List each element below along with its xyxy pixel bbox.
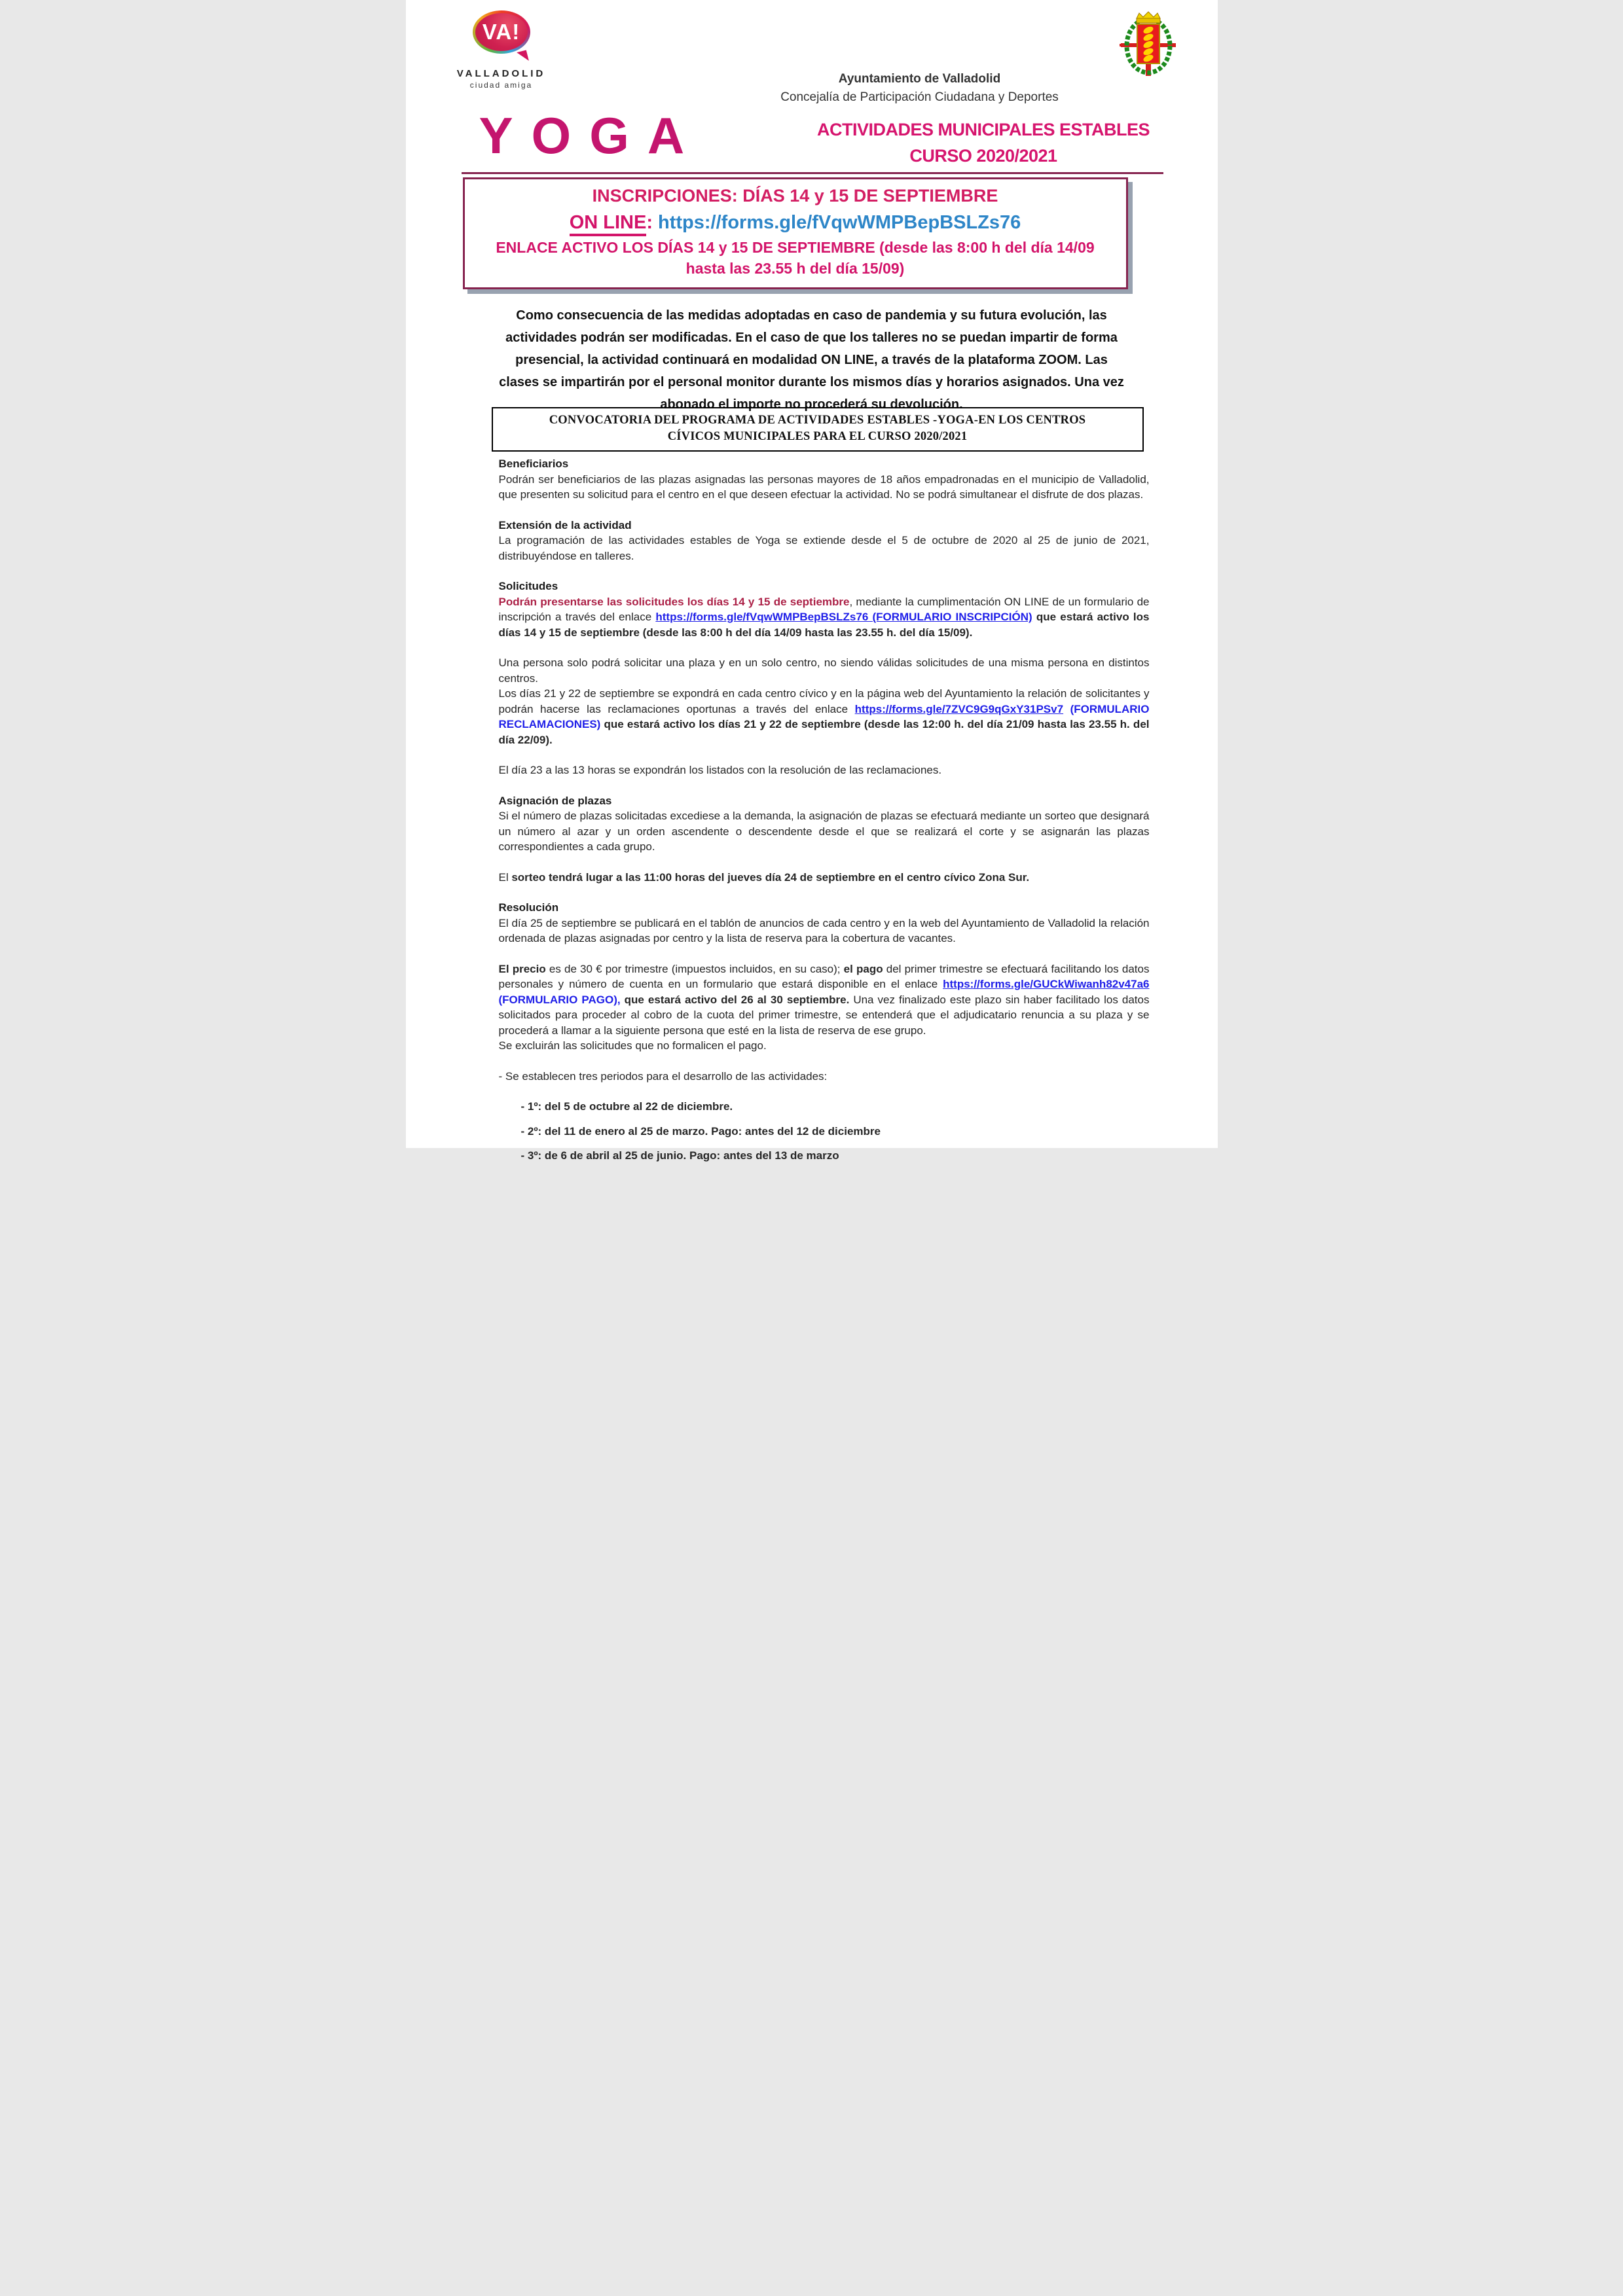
- logo-tagline: ciudad amiga: [469, 81, 533, 90]
- period-item-3: - 3º: de 6 de abril al 25 de junio. Pago: antes del 13 de marzo: [520, 1149, 839, 1162]
- valladolid-coat-of-arms-icon: [1120, 12, 1177, 77]
- extension-paragraph: La programación de las actividades estables de Yoga se extiende desde el 5 de octubre de 2020 al 25 de junio de 2021, distribuyéndose en talleres.: [498, 534, 1150, 562]
- inscription-box: [463, 177, 1128, 289]
- period-item-1: - 1º: del 5 de octubre al 22 de diciembre.: [520, 1100, 733, 1113]
- exclusion-paragraph: Se excluirán las solicitudes que no formalicen el pago.: [498, 1039, 767, 1052]
- org-name: Ayuntamiento de Valladolid: [838, 72, 1001, 86]
- va-speech-bubble-icon: [473, 10, 530, 54]
- section-heading-beneficiarios: Beneficiarios: [498, 457, 569, 470]
- sorteo-highlight: sorteo tendrá lugar a las 11:00 horas del jueves día 24 de septiembre en el centro cívico Zona Sur.: [511, 870, 1030, 884]
- inscription-online-line: ON LINE: https://forms.gle/fVqwWMPBepBSLZs76: [465, 212, 1126, 234]
- link-active-line2: hasta las 23.55 h del día 15/09): [685, 260, 905, 277]
- section-heading-solicitudes: Solicitudes: [498, 580, 558, 592]
- solicitudes-dates-highlight: Podrán presentarse las solicitudes los días 14 y 15 de septiembre: [498, 595, 850, 608]
- pago-form-link[interactable]: https://forms.gle/GUCkWiwanh82v47a6: [943, 978, 1150, 990]
- reclamaciones-form-link[interactable]: https://forms.gle/7ZVC9G9qGxY31PSv7: [854, 702, 1064, 715]
- document-page: [406, 0, 1218, 1162]
- logo-city-text: VALLADOLID: [456, 68, 546, 79]
- pago-label: el pago: [843, 962, 883, 975]
- header: [406, 0, 1218, 173]
- inscription-dates-line: INSCRIPCIONES: DÍAS 14 y 15 DE SEPTIEMBRE: [592, 186, 998, 206]
- document-body: [406, 456, 1218, 1173]
- program-line2: CURSO 2020/2021: [909, 146, 1057, 166]
- inscription-form-link[interactable]: https://forms.gle/fVqwWMPBepBSLZs76: [658, 212, 1021, 233]
- program-line1: ACTIVIDADES MUNICIPALES ESTABLES: [816, 120, 1150, 139]
- organization-block: [737, 72, 1103, 105]
- pandemic-notice: Como consecuencia de las medidas adoptadas en caso de pandemia y su futura evolución, las actividades podrán ser modificadas. En el caso de que los talleres no se puedan impartir de forma presencial, la actividad continuará en modalidad ON LINE, a través de la plataforma ZOOM. Las clases se impartirán por el personal monitor durante los mismos días y horarios asignados. Una vez abonado el importe no procederá su devolución.: [499, 308, 1124, 412]
- convocatoria-text: CONVOCATORIA DEL PROGRAMA DE ACTIVIDADES ESTABLES -YOGA-EN LOS CENTROS CÍVICOS MUNICIPALES PARA EL CURSO 2020/2021: [549, 414, 1086, 443]
- speech-bubble-tail-icon: [517, 50, 529, 63]
- reclamaciones-form-label: (FORMULARIO RECLAMACIONES): [498, 702, 1150, 730]
- periods-list: [521, 1099, 1150, 1164]
- sorteo-paragraph: El sorteo tendrá lugar a las 11:00 horas del jueves día 24 de septiembre en el centro cívico Zona Sur.: [498, 870, 1030, 884]
- link-active-line1: ENLACE ACTIVO LOS DÍAS 14 y 15 DE SEPTIEMBRE (desde las 8:00 h del día 14/09: [496, 239, 1095, 256]
- periods-intro: - Se establecen tres periodos para el desarrollo de las actividades:: [498, 1069, 828, 1083]
- solicitudes-paragraph-4: El día 23 a las 13 horas se expondrán los listados con la resolución de las reclamaciones.: [498, 764, 942, 776]
- page-title: YOGA: [479, 107, 703, 164]
- va-logo-text: VA!: [482, 20, 520, 44]
- solicitudes-paragraph-2: Una persona solo podrá solicitar una plaza y en un solo centro, no siendo válidas solicitudes de una misma persona en distintos centros.: [498, 656, 1150, 685]
- online-label: ON LINE: [570, 212, 647, 236]
- solicitudes-paragraph-3: Los días 21 y 22 de septiembre se expondrá en cada centro cívico y en la página web del Ayuntamiento la relación de solicitantes y podrán hacerse las reclamaciones oportunas a través del enlace https://forms.gle/7ZVC9G9qGxY31PSv7 (FORMULARIO RECLAMACIONES) que estará activo los días 21 y 22 de septiembre (desde las 12:00 h. del día 21/09 hasta las 23.55 h. del día 22/09).: [498, 687, 1150, 746]
- beneficiarios-paragraph: Podrán ser beneficiarios de las plazas asignadas las personas mayores de 18 años empadronadas en el municipio de Valladolid, que presenten su solicitud para el centro en el que deseen efectuar la actividad. No se podrá simultanear el disfrute de dos plazas.: [498, 473, 1150, 501]
- convocatoria-box: [492, 407, 1144, 452]
- inscription-form-body-link[interactable]: https://forms.gle/fVqwWMPBepBSLZs76 (FORMULARIO INSCRIPCIÓN): [655, 611, 1032, 623]
- program-heading: [795, 117, 1172, 169]
- valladolid-logo: [443, 10, 560, 90]
- org-department: Concejalía de Participación Ciudadana y Deportes: [780, 90, 1059, 104]
- precio-label: El precio: [498, 962, 546, 975]
- resolucion-paragraph-1: El día 25 de septiembre se publicará en el tablón de anuncios de cada centro y en la web del Ayuntamiento de Valladolid la relación ordenada de plazas asignadas por centro y la lista de reserva para la cobertura de vacantes.: [498, 916, 1150, 944]
- asignacion-paragraph: Si el número de plazas solicitadas excediese a la demanda, la asignación de plazas se efectuará mediante un sorteo que designará un número al azar y un orden ascendente o descendente desde el que se realizará el corte y se asignarán las plazas correspondientes a cada grupo.: [498, 810, 1150, 853]
- precio-paragraph: El precio es de 30 € por trimestre (impuestos incluidos, en su caso); el pago del primer trimestre se efectuará facilitando los datos personales y número de cuenta en un formulario que estará disponible en el enlace https://forms.gle/GUCkWiwanh82v47a6 (FORMULARIO PAGO), que estará activo del 26 al 30 septiembre. Una vez finalizado este plazo sin haber facilitado los datos solicitados para proceder al cobro de la cuota del primer trimestre, se entenderá que el adjudicatario renuncia a su plaza y se procederá a llamar a la siguiente persona que esté en la lista de reserva de ese grupo.: [498, 962, 1150, 1037]
- period-item-2: - 2º: del 11 de enero al 25 de marzo. Pago: antes del 12 de diciembre: [520, 1124, 881, 1138]
- solicitudes-paragraph-1: Podrán presentarse las solicitudes los días 14 y 15 de septiembre, mediante la cumplimentación ON LINE de un formulario de inscripción a través del enlace https://forms.gle/fVqwWMPBepBSLZs76 (FORMULARIO INSCRIPCIÓN) que estará activo los días 14 y 15 de septiembre (desde las 8:00 h del día 14/09 hasta las 23.55 h. del día 15/09).: [498, 595, 1150, 639]
- pago-form-label: (FORMULARIO PAGO),: [498, 993, 621, 1006]
- section-heading-extension: Extensión de la actividad: [498, 518, 632, 531]
- section-heading-asignacion: Asignación de plazas: [498, 794, 612, 807]
- section-heading-resolucion: Resolución: [498, 901, 559, 914]
- header-divider: [462, 172, 1163, 174]
